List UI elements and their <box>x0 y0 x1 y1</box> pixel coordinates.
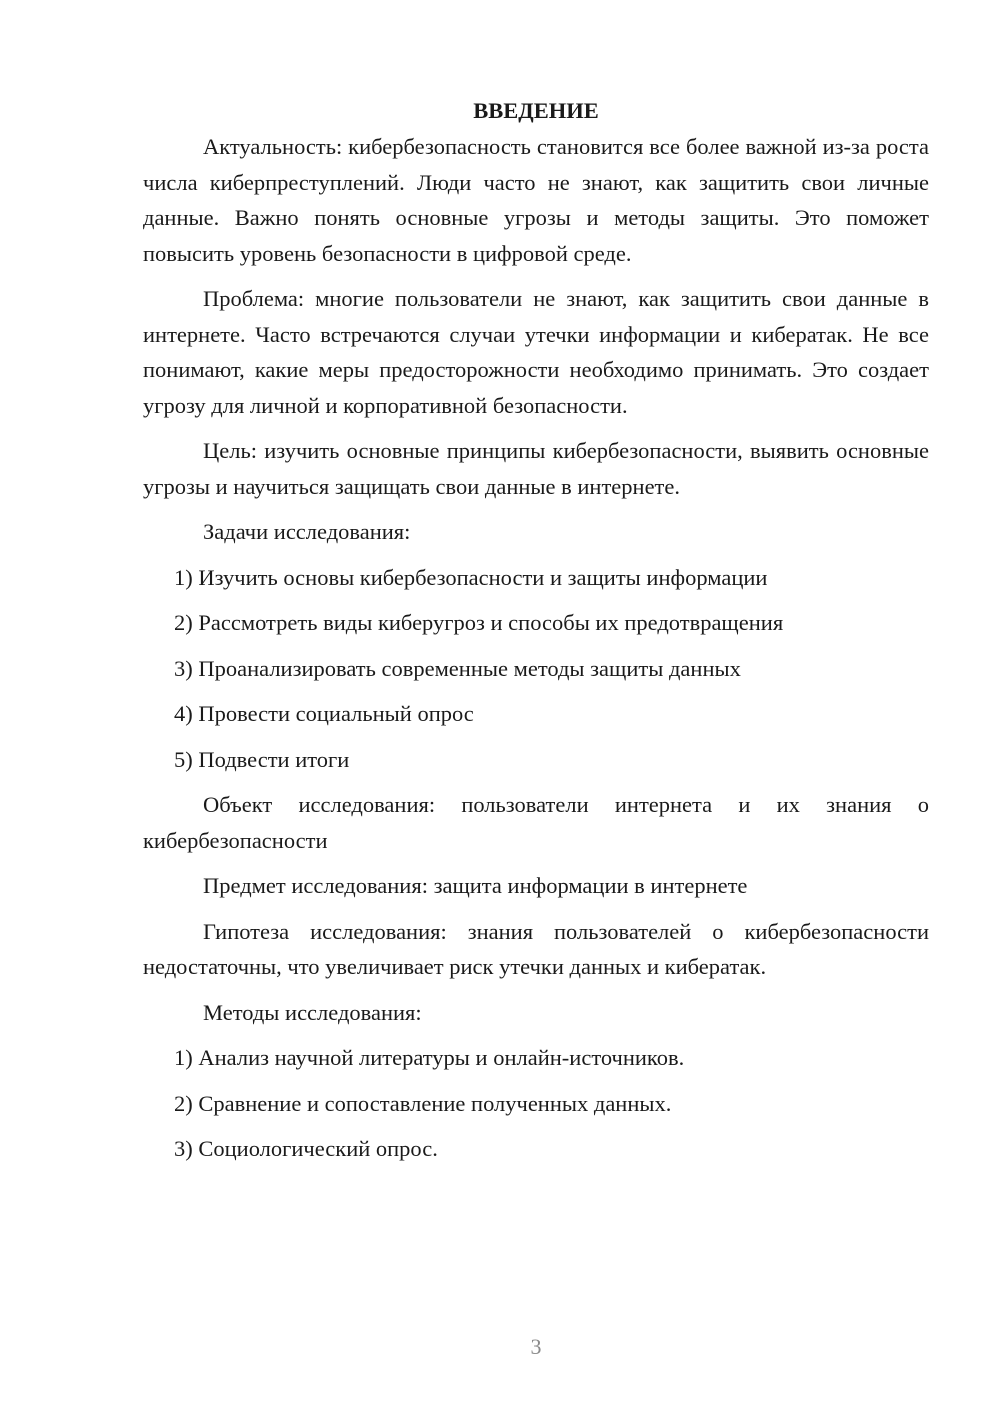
goal-paragraph: Цель: изучить основные принципы кибербезопасности, выявить основные угрозы и научиться защищать свои данные в интернете. <box>143 438 929 499</box>
list-item: 1) Изучить основы кибербезопасности и защиты информации <box>174 564 768 590</box>
methods-list <box>143 1040 929 1167</box>
relevance-paragraph: Актуальность: кибербезопасность становится все более важной из-за роста числа киберпреступлений. Люди часто не знают, как защитить свои личные данные. Важно понять основные угрозы и методы защиты. Это поможет повысить уровень безопасности в цифровой среде. <box>143 134 929 266</box>
object-paragraph: Объект исследования: пользователи интернета и их знания о кибербезопасности <box>143 792 929 853</box>
section-heading: ВВЕДЕНИЕ <box>473 98 599 123</box>
list-item: 4) Провести социальный опрос <box>174 701 474 726</box>
list-item: 5) Подвести итоги <box>174 746 350 772</box>
list-item: 2) Сравнение и сопоставление полученных данных. <box>174 1090 672 1116</box>
list-item: 1) Анализ научной литературы и онлайн-источников. <box>174 1045 685 1070</box>
methods-label: Методы исследования: <box>203 999 422 1025</box>
hypothesis-paragraph: Гипотеза исследования: знания пользователей о кибербезопасности недостаточны, что увеличивает риск утечки данных и кибератак. <box>143 918 929 979</box>
tasks-label: Задачи исследования: <box>203 519 411 544</box>
list-item: 3) Проанализировать современные методы защиты данных <box>174 655 741 681</box>
tasks-list <box>143 560 929 778</box>
subject-paragraph: Предмет исследования: защита информации в интернете <box>203 873 748 898</box>
page-number: 3 <box>530 1334 542 1359</box>
list-item: 3) Социологический опрос. <box>174 1136 438 1161</box>
problem-paragraph: Проблема: многие пользователи не знают, как защитить свои данные в интернете. Часто встречаются случаи утечки информации и кибератак. Не все понимают, какие меры предосторожности необходимо принимать. Это создает угрозу для личной и корпоративной безопасности. <box>143 286 929 418</box>
page-content <box>143 93 929 1177</box>
list-item: 2) Рассмотреть виды киберугроз и способы их предотвращения <box>174 610 784 635</box>
